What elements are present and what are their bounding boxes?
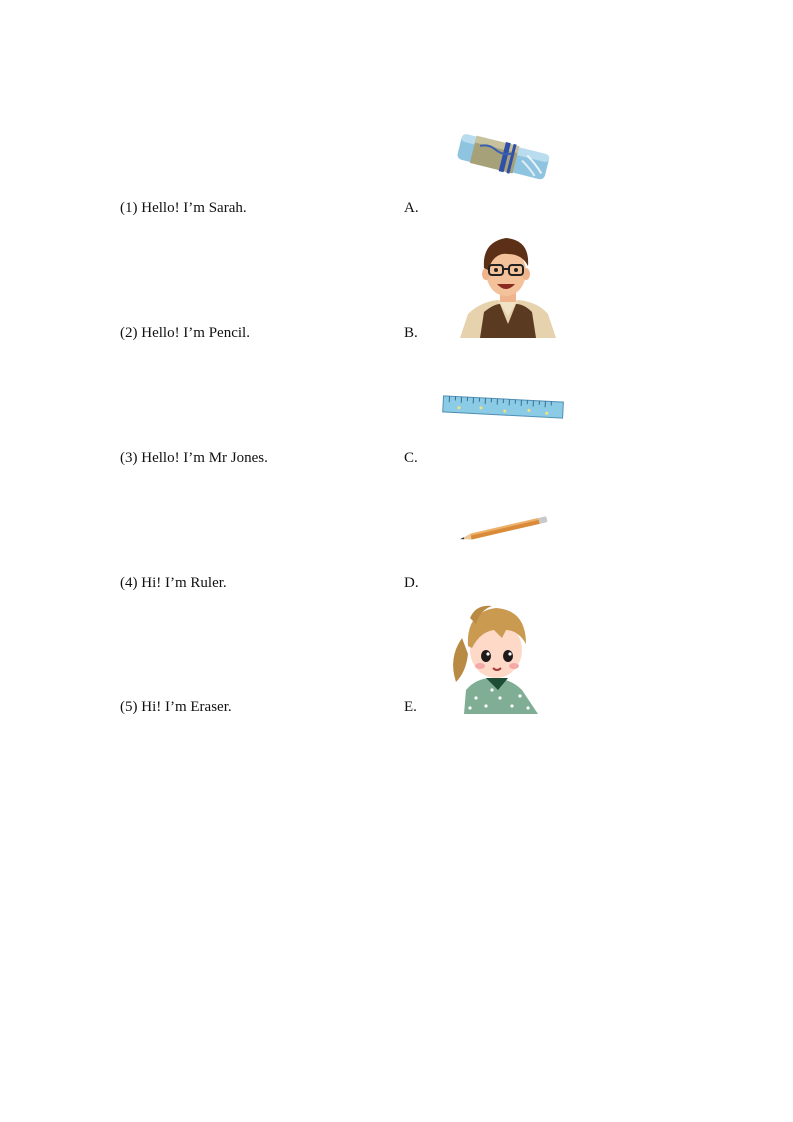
option-d-letter: D. [404,575,419,591]
sentence-3: (3) Hello! I’m Mr Jones. [120,450,268,466]
sentence-1: (1) Hello! I’m Sarah. [120,200,247,216]
option-c-letter: C. [404,450,418,466]
eraser-icon [452,128,556,188]
option-b-letter: B. [404,325,418,341]
girl-icon [446,598,542,714]
sentence-5: (5) Hi! I’m Eraser. [120,699,232,715]
teacher-man-icon [458,232,558,340]
option-a-letter: A. [404,200,419,216]
sentence-4: (4) Hi! I’m Ruler. [120,575,227,591]
ruler-icon [441,394,565,422]
sentence-2: (2) Hello! I’m Pencil. [120,325,250,341]
pencil-icon [456,516,552,542]
option-e-letter: E. [404,699,417,715]
